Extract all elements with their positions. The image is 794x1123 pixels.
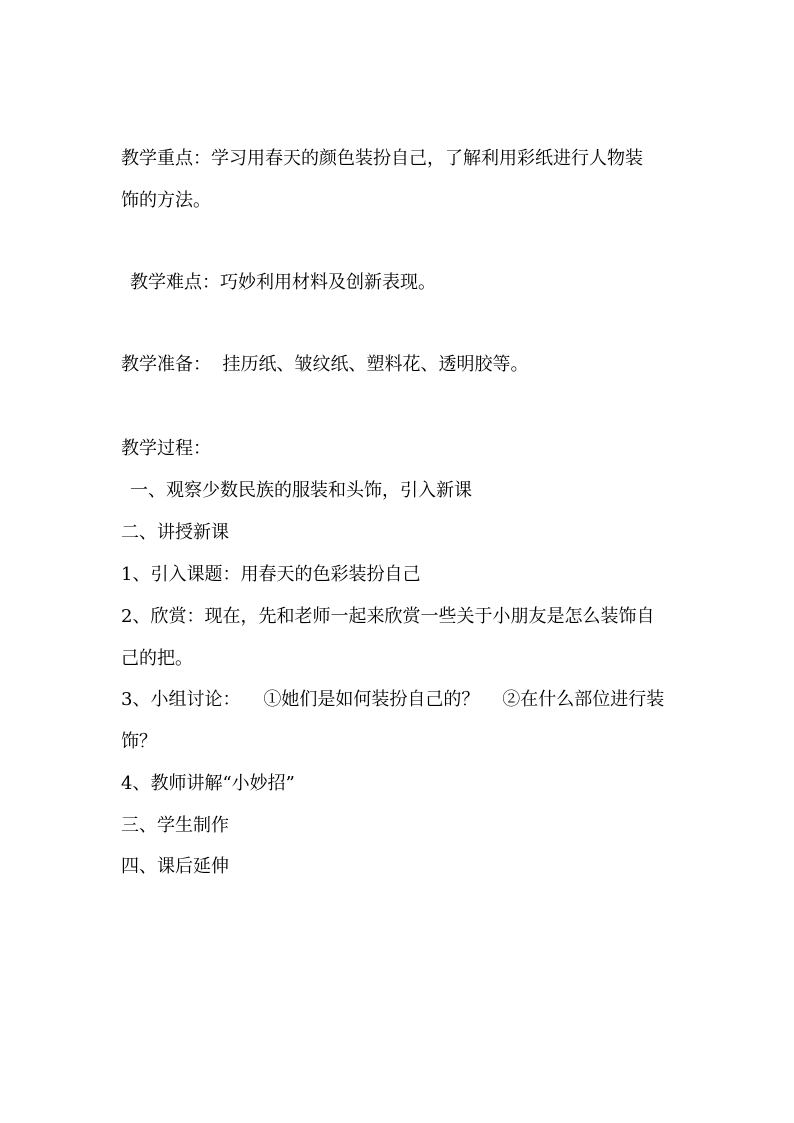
process-step-2: 二、讲授新课 xyxy=(121,522,229,543)
difficulties-line: 教学难点：巧妙利用材料及创新表现。 xyxy=(130,272,436,293)
substep-4: 4、教师讲解“小妙招” xyxy=(121,773,295,794)
substep-3-line-2: 饰？ xyxy=(121,731,157,752)
process-step-3: 三、学生制作 xyxy=(121,815,229,836)
key-points-line-1: 教学重点：学习用春天的颜色装扮自己，了解利用彩纸进行人物装 xyxy=(121,148,643,169)
preparation-line: 教学准备： 挂历纸、皱纹纸、塑料花、透明胶等。 xyxy=(121,354,529,375)
substep-1: 1、引入课题：用春天的色彩装扮自己 xyxy=(121,564,421,585)
substep-2-line-1: 2、欣赏：现在，先和老师一起来欣赏一些关于小朋友是怎么装饰自 xyxy=(121,606,655,627)
key-points-line-2: 饰的方法。 xyxy=(121,190,211,211)
process-step-1: 一、观察少数民族的服装和头饰，引入新课 xyxy=(130,480,472,501)
process-heading: 教学过程： xyxy=(121,438,211,459)
substep-3-line-1: 3、小组讨论： ①她们是如何装扮自己的？ ②在什么部位进行装 xyxy=(121,689,665,710)
substep-2-line-2: 己的把。 xyxy=(121,648,193,669)
process-step-4: 四、课后延伸 xyxy=(121,856,229,877)
